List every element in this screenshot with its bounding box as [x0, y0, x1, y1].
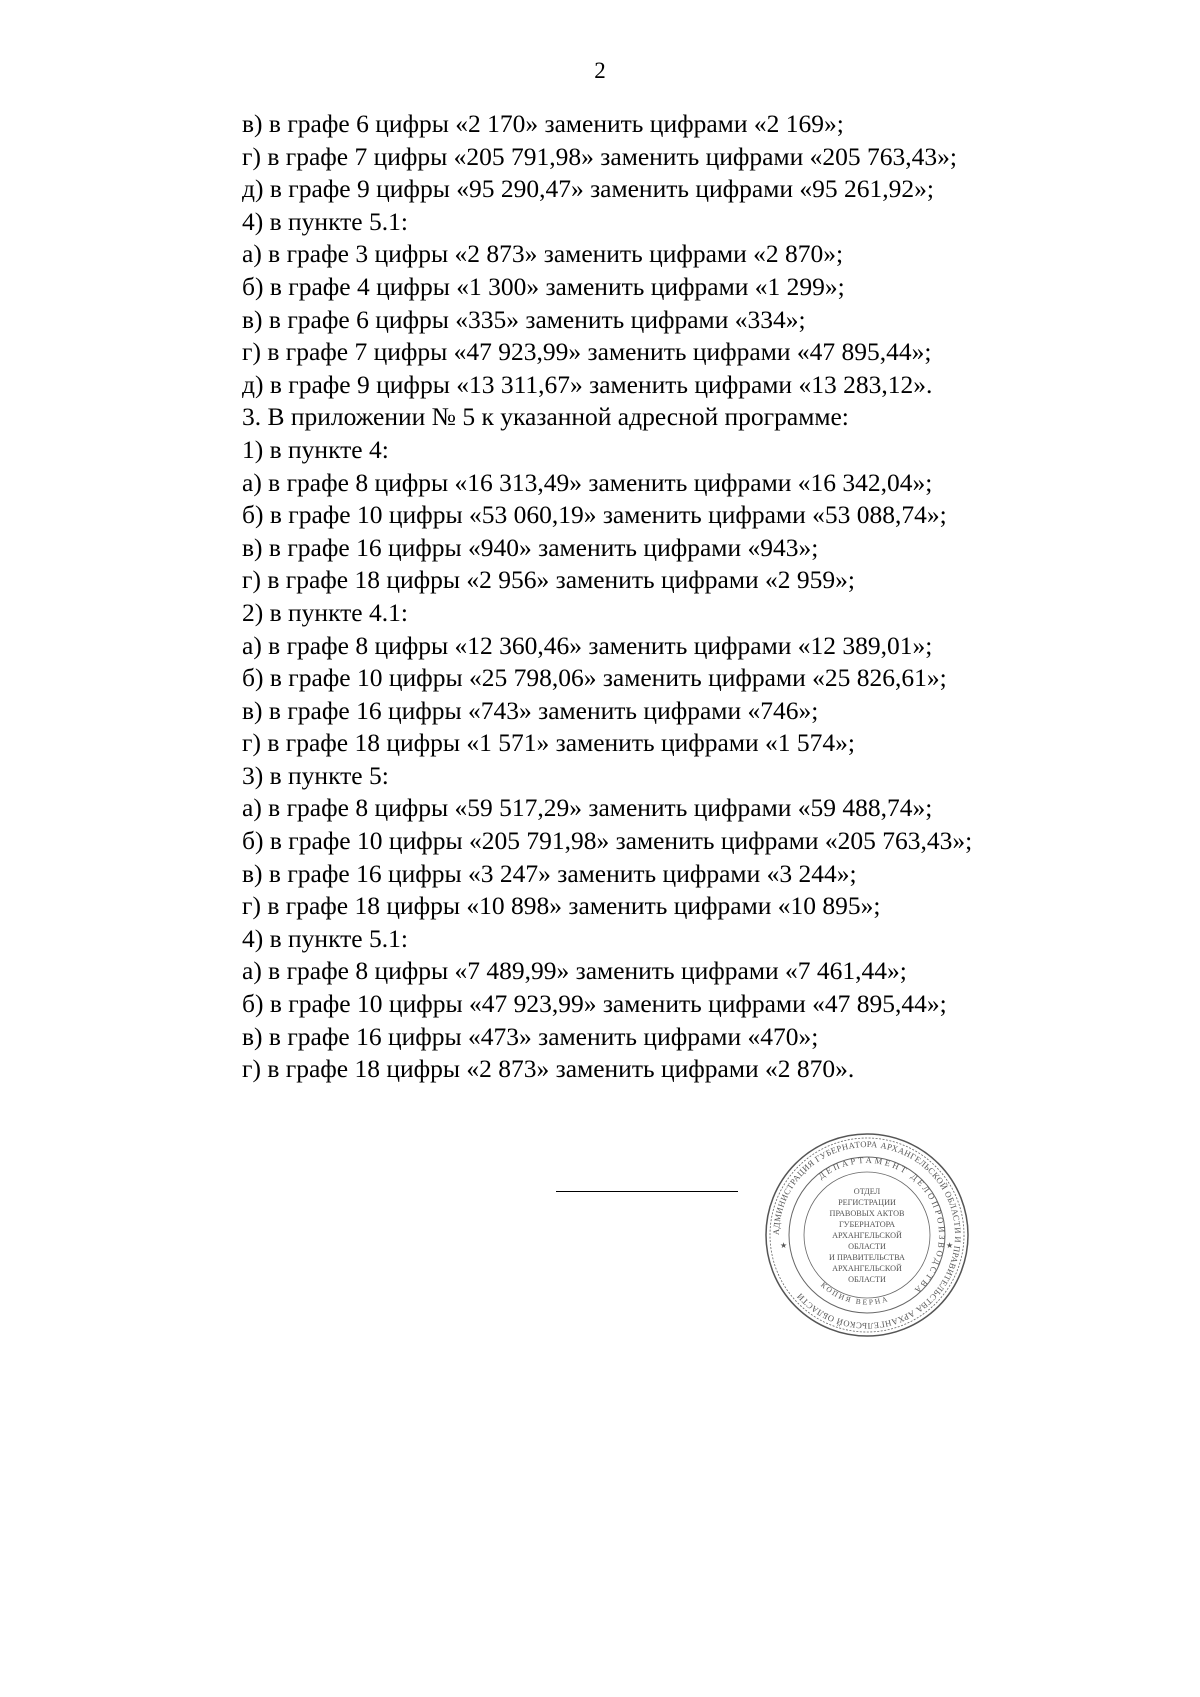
svg-text:И ПРАВИТЕЛЬСТВА: И ПРАВИТЕЛЬСТВА: [829, 1253, 905, 1262]
page-number: 2: [594, 58, 606, 83]
amendment-list: [242, 108, 1142, 1086]
svg-text:АРХАНГЕЛЬСКОЙ: АРХАНГЕЛЬСКОЙ: [832, 1231, 902, 1240]
svg-text:★: ★: [780, 1241, 788, 1250]
list-item: а) в графе 8 цифры «16 313,49» заменить цифрами «16 342,04»;: [242, 467, 933, 497]
list-item: 4) в пункте 5.1:: [242, 923, 408, 953]
list-item: б) в графе 10 цифры «25 798,06» заменить цифрами «25 826,61»;: [242, 663, 947, 693]
list-item: в) в графе 16 цифры «473» заменить цифрами «470»;: [242, 1021, 819, 1051]
list-item: 3) в пункте 5:: [242, 760, 389, 790]
list-item: а) в графе 8 цифры «59 517,29» заменить цифрами «59 488,74»;: [242, 793, 933, 823]
list-item: в) в графе 16 цифры «743» заменить цифрами «746»;: [242, 695, 819, 725]
list-item: г) в графе 18 цифры «2 956» заменить цифрами «2 959»;: [242, 565, 855, 595]
list-item: 1) в пункте 4:: [242, 434, 389, 464]
svg-text:РЕГИСТРАЦИИ: РЕГИСТРАЦИИ: [838, 1198, 896, 1207]
list-item: г) в графе 18 цифры «1 571» заменить цифрами «1 574»;: [242, 728, 855, 758]
list-item: б) в графе 10 цифры «53 060,19» заменить цифрами «53 088,74»;: [242, 500, 947, 530]
svg-text:ОТДЕЛ: ОТДЕЛ: [853, 1187, 881, 1196]
seal-bottom-text: КОПИЯ ВЕРНА: [819, 1280, 891, 1307]
list-item: а) в графе 3 цифры «2 873» заменить цифрами «2 870»;: [242, 239, 844, 269]
svg-text:КОПИЯ ВЕРНА: [819, 1280, 890, 1306]
list-item: 3. В приложении № 5 к указанной адресной программе:: [242, 402, 849, 432]
signature-line: [556, 1191, 738, 1192]
list-item: 2) в пункте 4.1:: [242, 597, 408, 627]
seal-outer-text: АДМИНИСТРАЦИЯ ГУБЕРНАТОРА АРХАНГЕЛЬСКОЙ ОБЛАСТИ И ПРАВИТЕЛЬСТВА АРХАНГЕЛЬСКОЙ ОБЛАСТИ: [770, 1138, 964, 1332]
list-item: а) в графе 8 цифры «12 360,46» заменить цифрами «12 389,01»;: [242, 630, 933, 660]
svg-text:★: ★: [946, 1241, 954, 1250]
seal-inner-text: ДЕПАРТАМЕНТ ДЕЛОПРОИЗВОДСТВА: [816, 1154, 948, 1298]
svg-text:ГУБЕРНАТОРА: ГУБЕРНАТОРА: [838, 1220, 896, 1229]
list-item: в) в графе 16 цифры «940» заменить цифрами «943»;: [242, 532, 819, 562]
list-item: б) в графе 10 цифры «205 791,98» заменить цифрами «205 763,43»;: [242, 826, 973, 856]
list-item: г) в графе 18 цифры «10 898» заменить цифрами «10 895»;: [242, 891, 881, 921]
list-item: д) в графе 9 цифры «95 290,47» заменить цифрами «95 261,92»;: [242, 174, 934, 204]
list-item: г) в графе 7 цифры «47 923,99» заменить цифрами «47 895,44»;: [242, 337, 932, 367]
list-item: б) в графе 4 цифры «1 300» заменить цифрами «1 299»;: [242, 271, 845, 301]
list-item: а) в графе 8 цифры «7 489,99» заменить цифрами «7 461,44»;: [242, 956, 907, 986]
list-item: в) в графе 6 цифры «2 170» заменить цифрами «2 169»;: [242, 109, 844, 138]
list-item: б) в графе 10 цифры «47 923,99» заменить цифрами «47 895,44»;: [242, 989, 947, 1019]
svg-text:АРХАНГЕЛЬСКОЙ: АРХАНГЕЛЬСКОЙ: [832, 1264, 902, 1273]
official-seal: [762, 1130, 972, 1340]
list-item: 4) в пункте 5.1:: [242, 206, 408, 236]
list-item: г) в графе 18 цифры «2 873» заменить цифрами «2 870».: [242, 1054, 855, 1084]
list-item: д) в графе 9 цифры «13 311,67» заменить цифрами «13 283,12».: [242, 369, 933, 399]
list-item: в) в графе 6 цифры «335» заменить цифрами «334»;: [242, 304, 806, 334]
svg-text:ОБЛАСТИ: ОБЛАСТИ: [848, 1275, 886, 1284]
svg-text:ОБЛАСТИ: ОБЛАСТИ: [848, 1242, 886, 1251]
list-item: г) в графе 7 цифры «205 791,98» заменить цифрами «205 763,43»;: [242, 141, 957, 171]
list-item: в) в графе 16 цифры «3 247» заменить цифрами «3 244»;: [242, 858, 857, 888]
svg-text:ПРАВОВЫХ АКТОВ: ПРАВОВЫХ АКТОВ: [829, 1209, 905, 1218]
